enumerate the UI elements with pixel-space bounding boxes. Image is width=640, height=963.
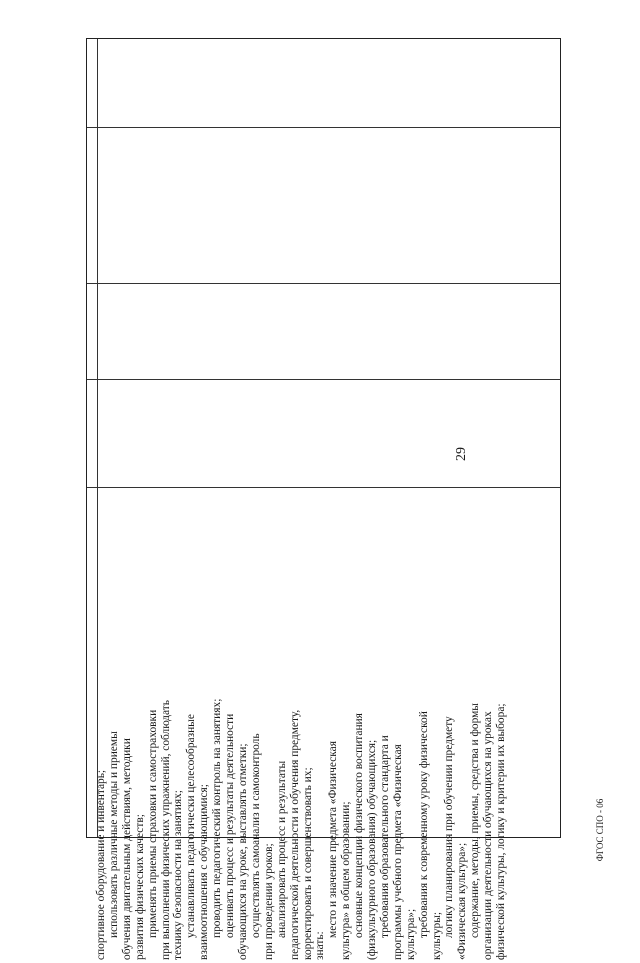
text-line: «Физическая культура»; xyxy=(456,842,469,960)
text-line: технику безопасности на занятиях; xyxy=(172,790,185,960)
text-line: при проведении уроков; xyxy=(262,843,275,960)
text-line: при выполнении физических упражнений, соблюдать xyxy=(159,700,172,960)
text-line: требования к современному уроку физической xyxy=(417,711,430,938)
table-row-divider xyxy=(87,283,560,284)
text-line: осуществлять самоанализ и самоконтроль xyxy=(249,733,262,938)
table-row-divider xyxy=(87,127,560,128)
text-line: обучения двигательным действиям, методики xyxy=(120,738,133,960)
page-number: 29 xyxy=(454,447,469,461)
text-line: требования образовательного стандарта и xyxy=(378,735,391,938)
text-line: обучающихся на уроке, выставлять отметки; xyxy=(236,743,249,960)
text-line: развития физических качеств; xyxy=(133,814,146,960)
text-line: содержание, методы, приемы, средства и формы xyxy=(469,703,482,938)
footer-standard-code: ФГОС СПО - 06 xyxy=(595,798,605,862)
skills-knowledge-cell xyxy=(95,485,570,963)
cell-text xyxy=(95,488,573,963)
text-line: анализировать процесс и результаты xyxy=(275,760,288,938)
text-line: устанавливать педагогически целесообразные xyxy=(185,714,198,938)
text-line: основные концепции физического воспитания xyxy=(353,713,366,938)
text-line: проводить педагогический контроль на занятиях; xyxy=(211,698,224,938)
table-row-divider xyxy=(87,379,560,380)
text-line: применять приемы страховки и самостраховки xyxy=(146,709,159,938)
text-line: культура» в общем образовании; xyxy=(340,801,353,960)
text-line: физической культуры, логику и критерии их выбора; xyxy=(495,703,508,960)
text-line: культуры; xyxy=(430,911,443,960)
text-line: (физкультурного образования) обучающихся; xyxy=(366,739,379,960)
text-line: взаимоотношения с обучающимися; xyxy=(198,784,211,960)
text-line: место и значение предмета «Физическая xyxy=(327,741,340,938)
text-line: организации деятельности обучающихся на уроках xyxy=(482,711,495,960)
text-line: использовать различные методы и приемы xyxy=(107,731,120,938)
text-line: спортивное оборудование и инвентарь; xyxy=(95,769,107,960)
text-line: культура»; xyxy=(404,908,417,960)
text-line: оценивать процесс и результаты деятельности xyxy=(224,713,237,938)
text-line: логику планирования при обучении предмету xyxy=(443,716,456,938)
text-line: программы учебного предмета «Физическая xyxy=(391,744,404,960)
text-line: знать: xyxy=(314,931,327,960)
text-line: педагогической деятельности и обучения предмету, xyxy=(288,709,301,960)
text-line: корректировать и совершенствовать их; xyxy=(301,767,314,960)
